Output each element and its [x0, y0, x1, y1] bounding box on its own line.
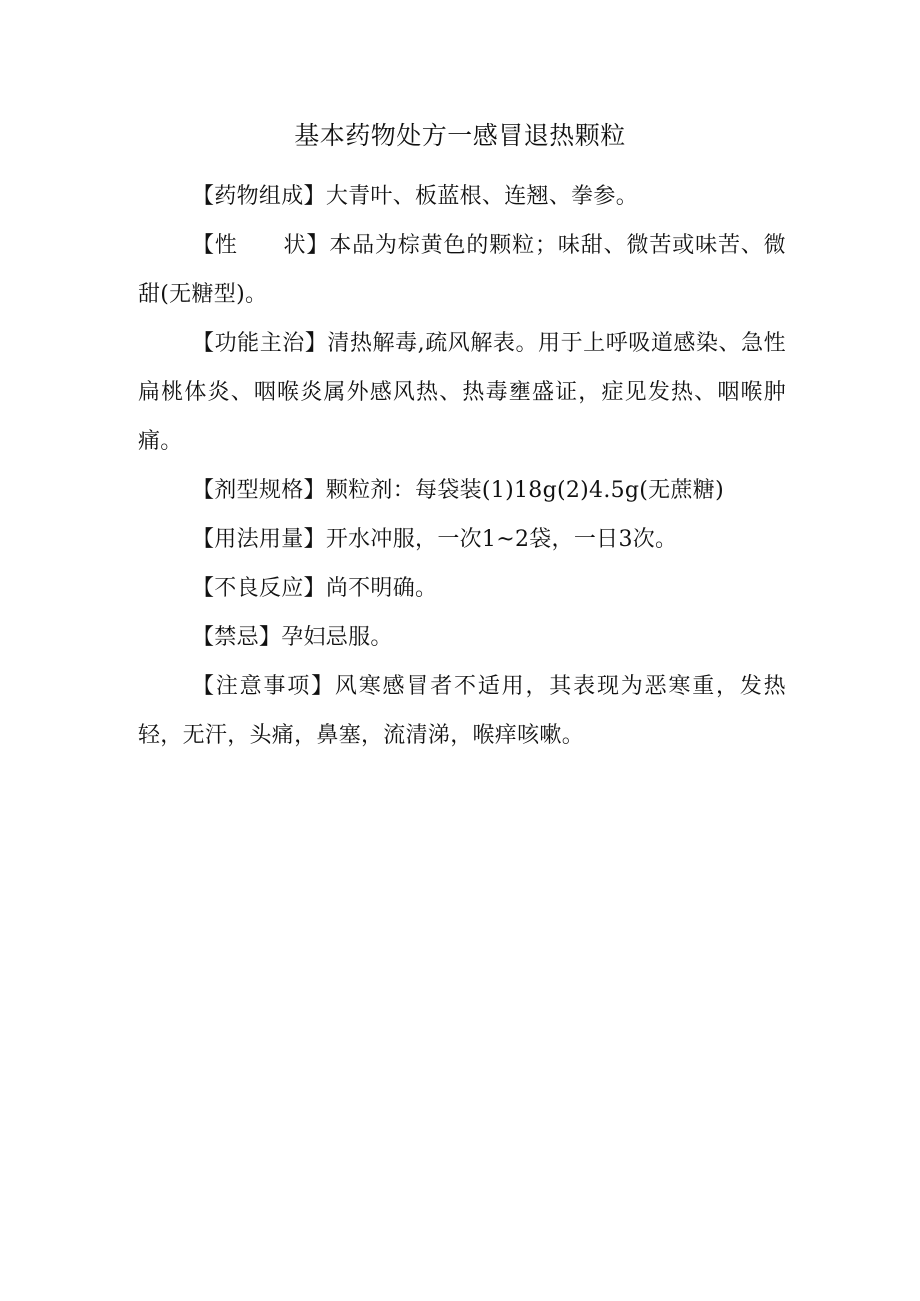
section-label: 【性 状】: [192, 233, 330, 258]
document-body: [138, 172, 786, 760]
section-label: 【注意事项】: [192, 674, 335, 699]
section-text: 开水冲服，一次1~2袋，一日3次。: [325, 527, 678, 552]
section-label: 【剂型规格】: [192, 478, 326, 503]
section-adverse-reactions: [138, 564, 786, 613]
section-text: 尚不明确。: [325, 576, 438, 601]
section-precautions: [138, 662, 786, 760]
document-title: 基本药物处方一感冒退热颗粒: [294, 121, 626, 150]
section-text: 风寒感冒者不适用，其表现为恶寒重，发热轻，无汗，头痛，鼻塞，流清涕，喉痒咳嗽。: [138, 674, 786, 748]
section-composition: [138, 172, 786, 221]
section-label: 【禁忌】: [192, 625, 282, 650]
section-text: 大青叶、板蓝根、连翘、拳参。: [325, 184, 639, 209]
section-contraindications: [138, 613, 786, 662]
section-text: 清热解毒,疏风解表。用于上呼吸道感染、急性扁桃体炎、咽喉炎属外感风热、热毒壅盛证，症见发热、咽喉肿痛。: [138, 331, 786, 454]
section-indications: [138, 319, 786, 466]
section-text: 孕妇忌服。: [281, 625, 393, 650]
section-usage: [138, 515, 786, 564]
section-appearance: [138, 221, 786, 319]
section-label: 【药物组成】: [192, 184, 326, 209]
section-label: 【不良反应】: [192, 576, 326, 601]
section-label: 【用法用量】: [192, 527, 326, 552]
section-label: 【功能主治】: [192, 331, 328, 356]
section-text: 颗粒剂：每袋装(1)18g(2)4.5g(无蔗糖): [325, 478, 724, 503]
section-dosage-form: [138, 466, 786, 515]
section-text: 本品为棕黄色的颗粒；味甜、微苦或味苦、微甜(无糖型)。: [138, 233, 786, 307]
